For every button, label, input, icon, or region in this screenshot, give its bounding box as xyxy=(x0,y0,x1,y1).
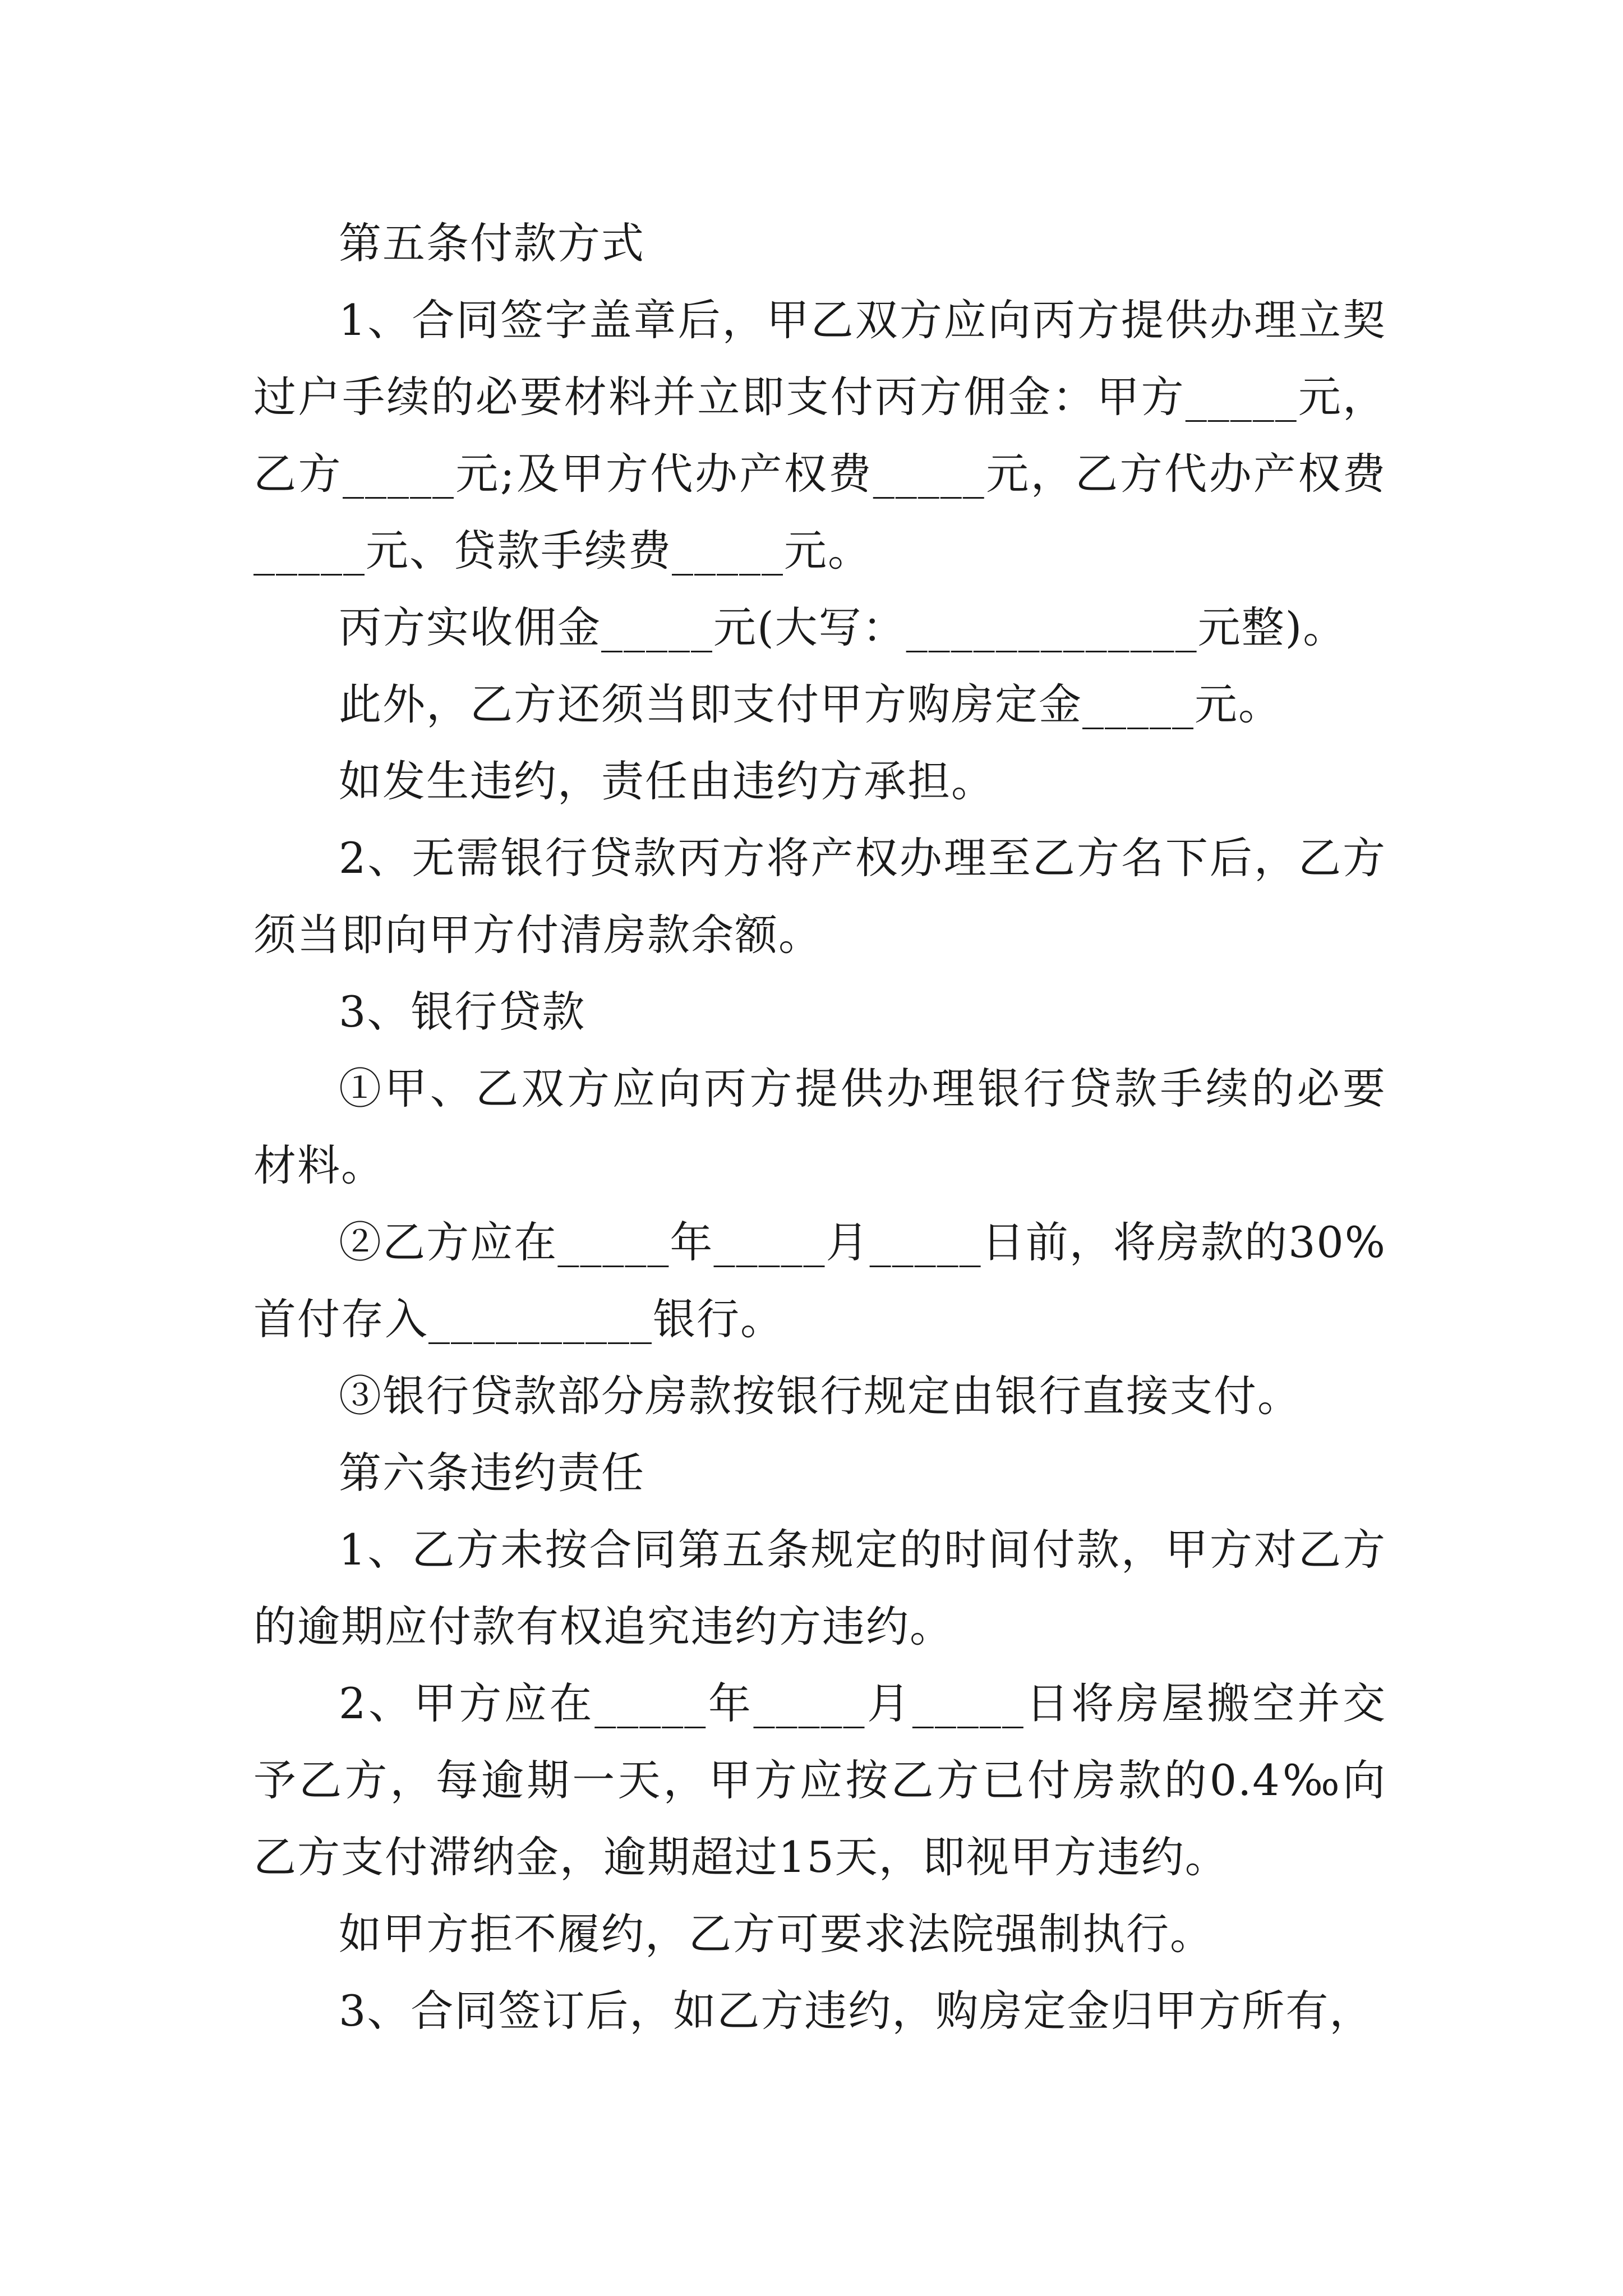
paragraph-loan-direct-pay: ③银行贷款部分房款按银行规定由银行直接支付。 xyxy=(339,1371,1301,1421)
paragraph-no-loan: 2、无需银行贷款丙方将产权办理至乙方名下后，乙方须当即向甲方付清房款余额。 xyxy=(253,833,1386,960)
paragraph-deposit: 此外，乙方还须当即支付甲方购房定金_____元。 xyxy=(339,679,1282,729)
paragraph-deposit-forfeit: 3、合同签订后，如乙方违约，购房定金归甲方所有， xyxy=(339,1986,1373,2036)
paragraph-enforcement: 如甲方拒不履约，乙方可要求法院强制执行。 xyxy=(339,1909,1214,1959)
paragraph-breach-liability: 如发生违约，责任由违约方承担。 xyxy=(339,756,995,806)
paragraph-late-payment: 1、乙方未按合同第五条规定的时间付款，甲方对乙方的逾期应付款有权追究违约方违约。 xyxy=(253,1525,1386,1651)
paragraph-loan-materials: ①甲、乙双方应向丙方提供办理银行贷款手续的必要材料。 xyxy=(253,1064,1386,1190)
paragraph-down-payment: ②乙方应在_____年_____月_____日前，将房款的30%首付存入__________银行。 xyxy=(253,1217,1386,1344)
paragraph-commission-received: 丙方实收佣金_____元(大写：_____________元整)。 xyxy=(339,602,1347,652)
paragraph-handover: 2、甲方应在_____年_____月_____日将房屋搬空并交予乙方，每逾期一天，甲方应按乙方已付房款的0.4‰向乙方支付滞纳金，逾期超过15天，即视甲方违约。 xyxy=(253,1678,1386,1882)
paragraph-bank-loan-heading: 3、银行贷款 xyxy=(339,987,586,1037)
paragraph-commission-payment: 1、合同签字盖章后，甲乙双方应向丙方提供办理立契过户手续的必要材料并立即支付丙方佣金：甲方_____元，乙方_____元;及甲方代办产权费_____元，乙方代办产权费_____元、贷款手续费_____元。 xyxy=(253,295,1386,576)
section-heading-article-6: 第六条违约责任 xyxy=(339,1448,645,1498)
document-body xyxy=(253,205,1386,2049)
section-heading-article-5: 第五条付款方式 xyxy=(339,218,645,268)
